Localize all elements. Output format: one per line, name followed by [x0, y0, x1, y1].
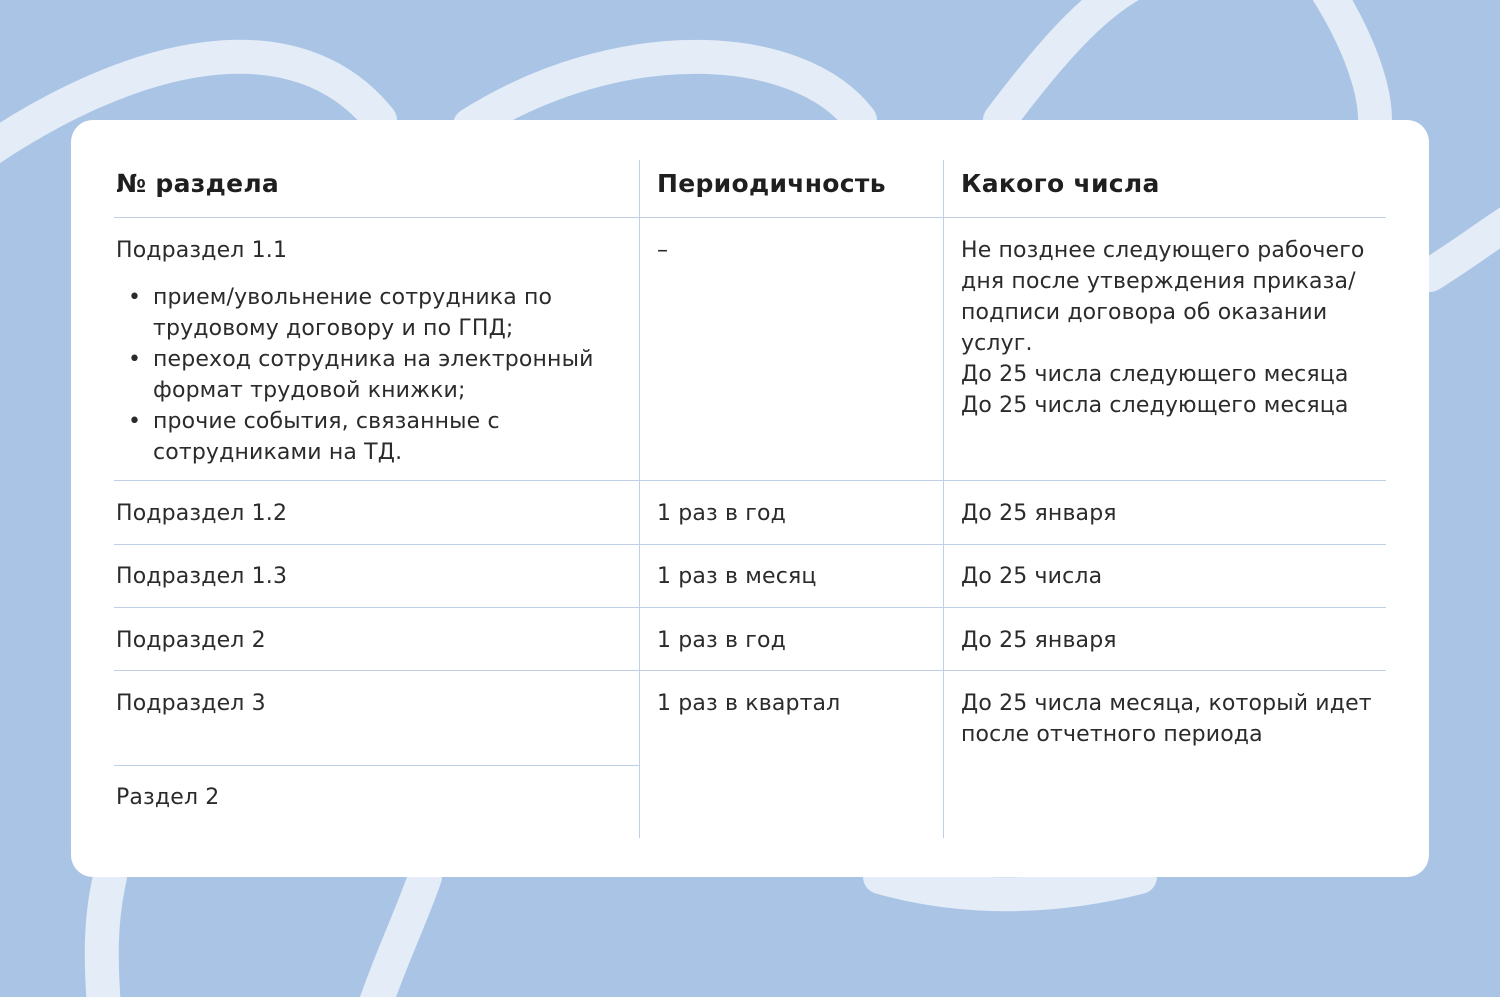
- column-divider: [943, 160, 944, 838]
- row-divider: [114, 480, 1386, 481]
- column-divider: [639, 160, 640, 838]
- table-row-period: 1 раз в год: [657, 501, 786, 526]
- section-name: Подраздел 1.1: [116, 238, 288, 263]
- list-item: • прием/увольнение сотрудника по трудовому договору и по ГПД;: [116, 282, 621, 344]
- events-list: [116, 282, 621, 468]
- table-row-section: Подраздел 1.3: [116, 564, 288, 589]
- table-row-deadline: До 25 января: [961, 628, 1117, 653]
- table-row-section: Раздел 2: [116, 785, 220, 810]
- table-row-section: [116, 235, 621, 468]
- header-deadline: Какого числа: [961, 169, 1160, 198]
- deadline-text: До 25 числа следующего месяца: [961, 393, 1349, 418]
- table-row-section: Подраздел 1.2: [116, 501, 288, 526]
- list-item: • прочие события, связанные с сотрудниками на ТД.: [116, 406, 621, 468]
- row-divider: [114, 670, 1386, 671]
- table-row-period: 1 раз в месяц: [657, 564, 817, 589]
- table-row-deadline: До 25 числа месяца, который идет после отчетного периода: [961, 691, 1372, 747]
- table-row-period: 1 раз в год: [657, 628, 786, 653]
- deadline-text: Не позднее следующего рабочего дня после утверждения приказа/ подписи договора об оказании услуг.: [961, 238, 1365, 356]
- table-row-deadline: [961, 235, 1381, 421]
- row-divider: [114, 217, 1386, 218]
- header-periodicity: Периодичность: [657, 169, 886, 198]
- list-item: • переход сотрудника на электронный формат трудовой книжки;: [116, 344, 621, 406]
- table-row-section: Подраздел 2: [116, 628, 266, 653]
- table-row-deadline: До 25 числа: [961, 564, 1103, 589]
- table-row-deadline: До 25 января: [961, 501, 1117, 526]
- row-divider: [114, 765, 639, 766]
- deadlines-table: [114, 160, 1386, 838]
- row-divider: [114, 544, 1386, 545]
- header-section-number: № раздела: [116, 169, 280, 198]
- table-card: [71, 120, 1429, 877]
- table-row-period: –: [657, 238, 669, 263]
- deadline-text: До 25 числа следующего месяца: [961, 362, 1349, 387]
- table-row-section: Подраздел 3: [116, 691, 266, 716]
- table-row-period: 1 раз в квартал: [657, 691, 841, 716]
- row-divider: [114, 607, 1386, 608]
